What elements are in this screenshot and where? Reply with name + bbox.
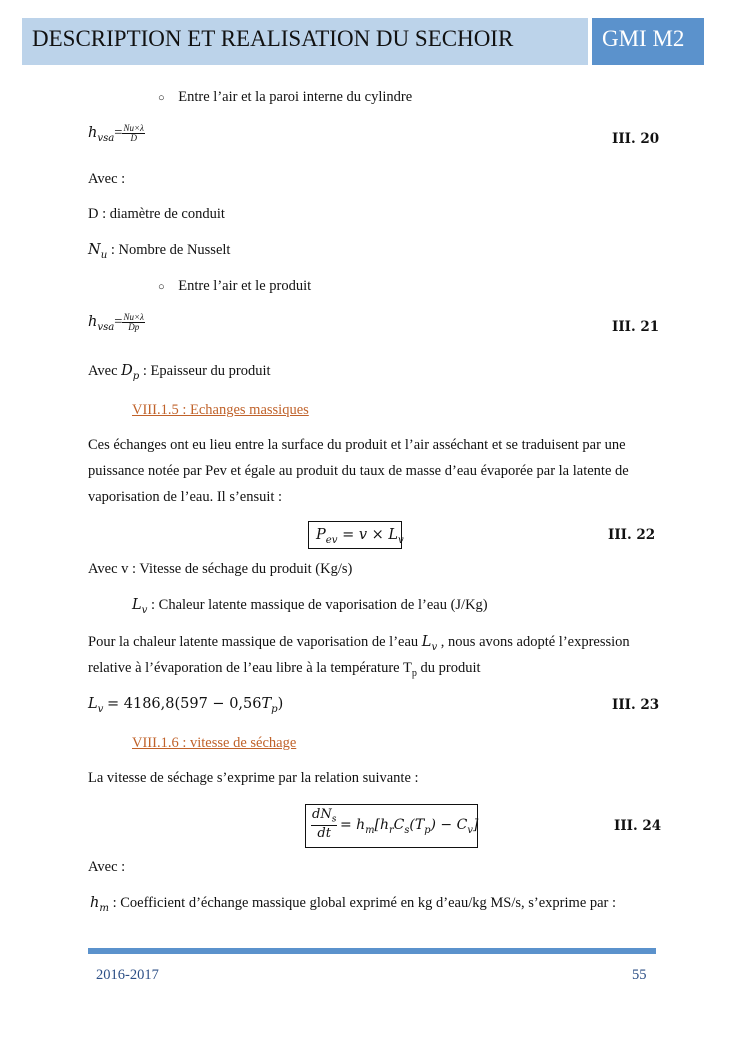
equation-label: III. 21 [612,319,660,335]
paragraph-line: puissance notée par Pev et égale au produit du taux de masse d’eau évaporée par la latente de [88,463,629,479]
paragraph-line: Pour la chaleur latente massique de vaporisation de l’eau $L_v$ , nous avons adopté l’expression [88,634,630,653]
footer-divider [88,948,656,954]
definition-Nu: $N_u$ : Nombre de Nusselt [88,242,231,261]
page-number: 55 [632,967,647,983]
definition-Dp: Avec $D_p$ : Epaisseur du produit [88,363,271,382]
section-heading-mass-exchange: VIII.1.5 : Echanges massiques [132,402,309,418]
equation-label: III. 24 [614,818,662,834]
paragraph-line: vaporisation de l’eau. Il s’ensuit : [88,489,283,505]
definition-Lv: $L_v$ : Chaleur latente massique de vaporisation de l’eau (J/Kg) [132,597,488,616]
header-title-bar [22,18,588,65]
definition-hm: $h_m$ : Coefficient d’échange massique global exprimé en kg d’eau/kg MS/s, s’exprime par : [90,895,617,914]
definition-v: Avec v : Vitesse de séchage du produit (Kg/s) [88,561,353,577]
header-badge-bar [592,18,704,65]
paragraph-line: La vitesse de séchage s’exprime par la relation suivante : [88,770,419,786]
avec-label: Avec : [88,859,126,875]
equation-dns-box: $dN_s$ dt = $h_m[h_rC_s(T_p) - C_v]$ [305,804,478,848]
avec-label: Avec : [88,171,126,187]
bullet-circle-icon: ○ [158,281,165,293]
program-badge: GMI M2 [602,26,685,51]
equation-hvsa-wall: $h_{vsa}=$ $\frac{Nu\times\lambda}{D}$ [88,123,144,144]
footer-year: 2016-2017 [96,967,159,983]
document-title: DESCRIPTION ET REALISATION DU SECHOIR [32,26,514,51]
paragraph-line: relative à l’évaporation de l’eau libre à la température $T_p$ du produit [88,660,481,679]
equation-pev-box: $P_{ev} = v \times L_v$ [308,521,402,549]
equation-hvsa-product: $h_{vsa}=$ $\frac{Nu\times\lambda}{Dp}$ [88,312,144,333]
bullet-item-product: ○ Entre l’air et le produit [158,278,312,294]
equation-label: III. 20 [612,131,660,147]
paragraph-line: Ces échanges ont eu lieu entre la surface du produit et l’air asséchant et se traduisent par une [88,437,626,453]
section-heading-drying-speed: VIII.1.6 : vitesse de séchage [132,735,297,751]
equation-label: III. 22 [608,527,656,543]
equation-label: III. 23 [612,697,660,713]
equation-lv: $L_v = 4186,8(597 - 0,56T_p)$ [88,696,284,715]
definition-D: D : diamètre de conduit [88,206,225,222]
bullet-circle-icon: ○ [158,92,165,104]
bullet-item-wall: ○ Entre l’air et la paroi interne du cylindre [158,89,413,105]
